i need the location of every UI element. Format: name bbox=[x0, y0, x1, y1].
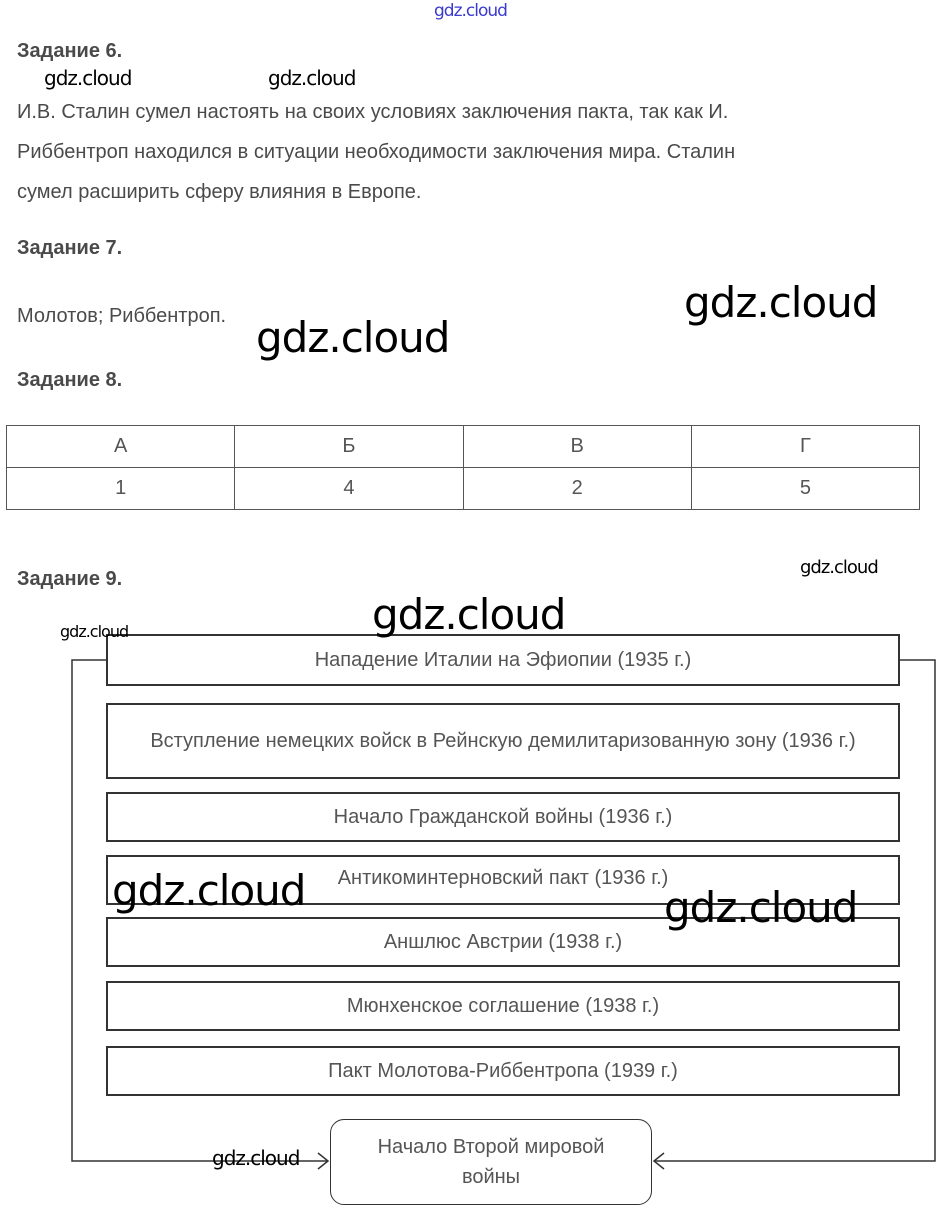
result-box: Начало Второй мировой войны bbox=[330, 1119, 652, 1205]
task7-heading: Задание 7. bbox=[17, 237, 123, 259]
event-box: Антикоминтерновский пакт (1936 г.) bbox=[106, 855, 900, 905]
watermark: gdz.cloud bbox=[684, 278, 878, 327]
event-box: Мюнхенское соглашение (1938 г.) bbox=[106, 981, 900, 1031]
task7-answer: Молотов; Риббентроп. bbox=[17, 305, 227, 327]
table-cell: 2 bbox=[463, 468, 691, 510]
text-line: сумел расширить сферу влияния в Европе. bbox=[17, 181, 422, 203]
table-cell: 4 bbox=[235, 468, 463, 510]
task8-heading: Задание 8. bbox=[17, 369, 123, 391]
table-cell: А bbox=[7, 426, 235, 468]
watermark: gdz.cloud bbox=[60, 622, 129, 641]
watermark: gdz.cloud bbox=[372, 590, 566, 639]
watermark: gdz.cloud bbox=[256, 313, 450, 362]
table-cell: 5 bbox=[691, 468, 919, 510]
watermark: gdz.cloud bbox=[44, 66, 132, 90]
watermark: gdz.cloud bbox=[434, 1, 507, 21]
watermark: gdz.cloud bbox=[800, 557, 878, 578]
table-cell: Б bbox=[235, 426, 463, 468]
text-line: Риббентроп находился в ситуации необходимости заключения мира. Сталин bbox=[17, 141, 736, 163]
text-line: И.В. Сталин сумел настоять на своих условиях заключения пакта, так как И. bbox=[17, 101, 729, 123]
table-cell: 1 bbox=[7, 468, 235, 510]
task9-heading: Задание 9. bbox=[17, 568, 123, 590]
watermark: gdz.cloud bbox=[112, 866, 306, 915]
table-cell: Г bbox=[691, 426, 919, 468]
watermark: gdz.cloud bbox=[212, 1146, 300, 1170]
event-box: Пакт Молотова-Риббентропа (1939 г.) bbox=[106, 1046, 900, 1096]
watermark: gdz.cloud bbox=[268, 66, 356, 90]
event-box: Аншлюс Австрии (1938 г.) bbox=[106, 917, 900, 967]
event-box: Нападение Италии на Эфиопии (1935 г.) bbox=[106, 634, 900, 686]
event-box: Вступление немецких войск в Рейнскую демилитаризованную зону (1936 г.) bbox=[106, 703, 900, 779]
task6-heading: Задание 6. bbox=[17, 40, 123, 62]
watermark: gdz.cloud bbox=[664, 883, 858, 932]
table-cell: В bbox=[463, 426, 691, 468]
event-box: Начало Гражданской войны (1936 г.) bbox=[106, 792, 900, 842]
